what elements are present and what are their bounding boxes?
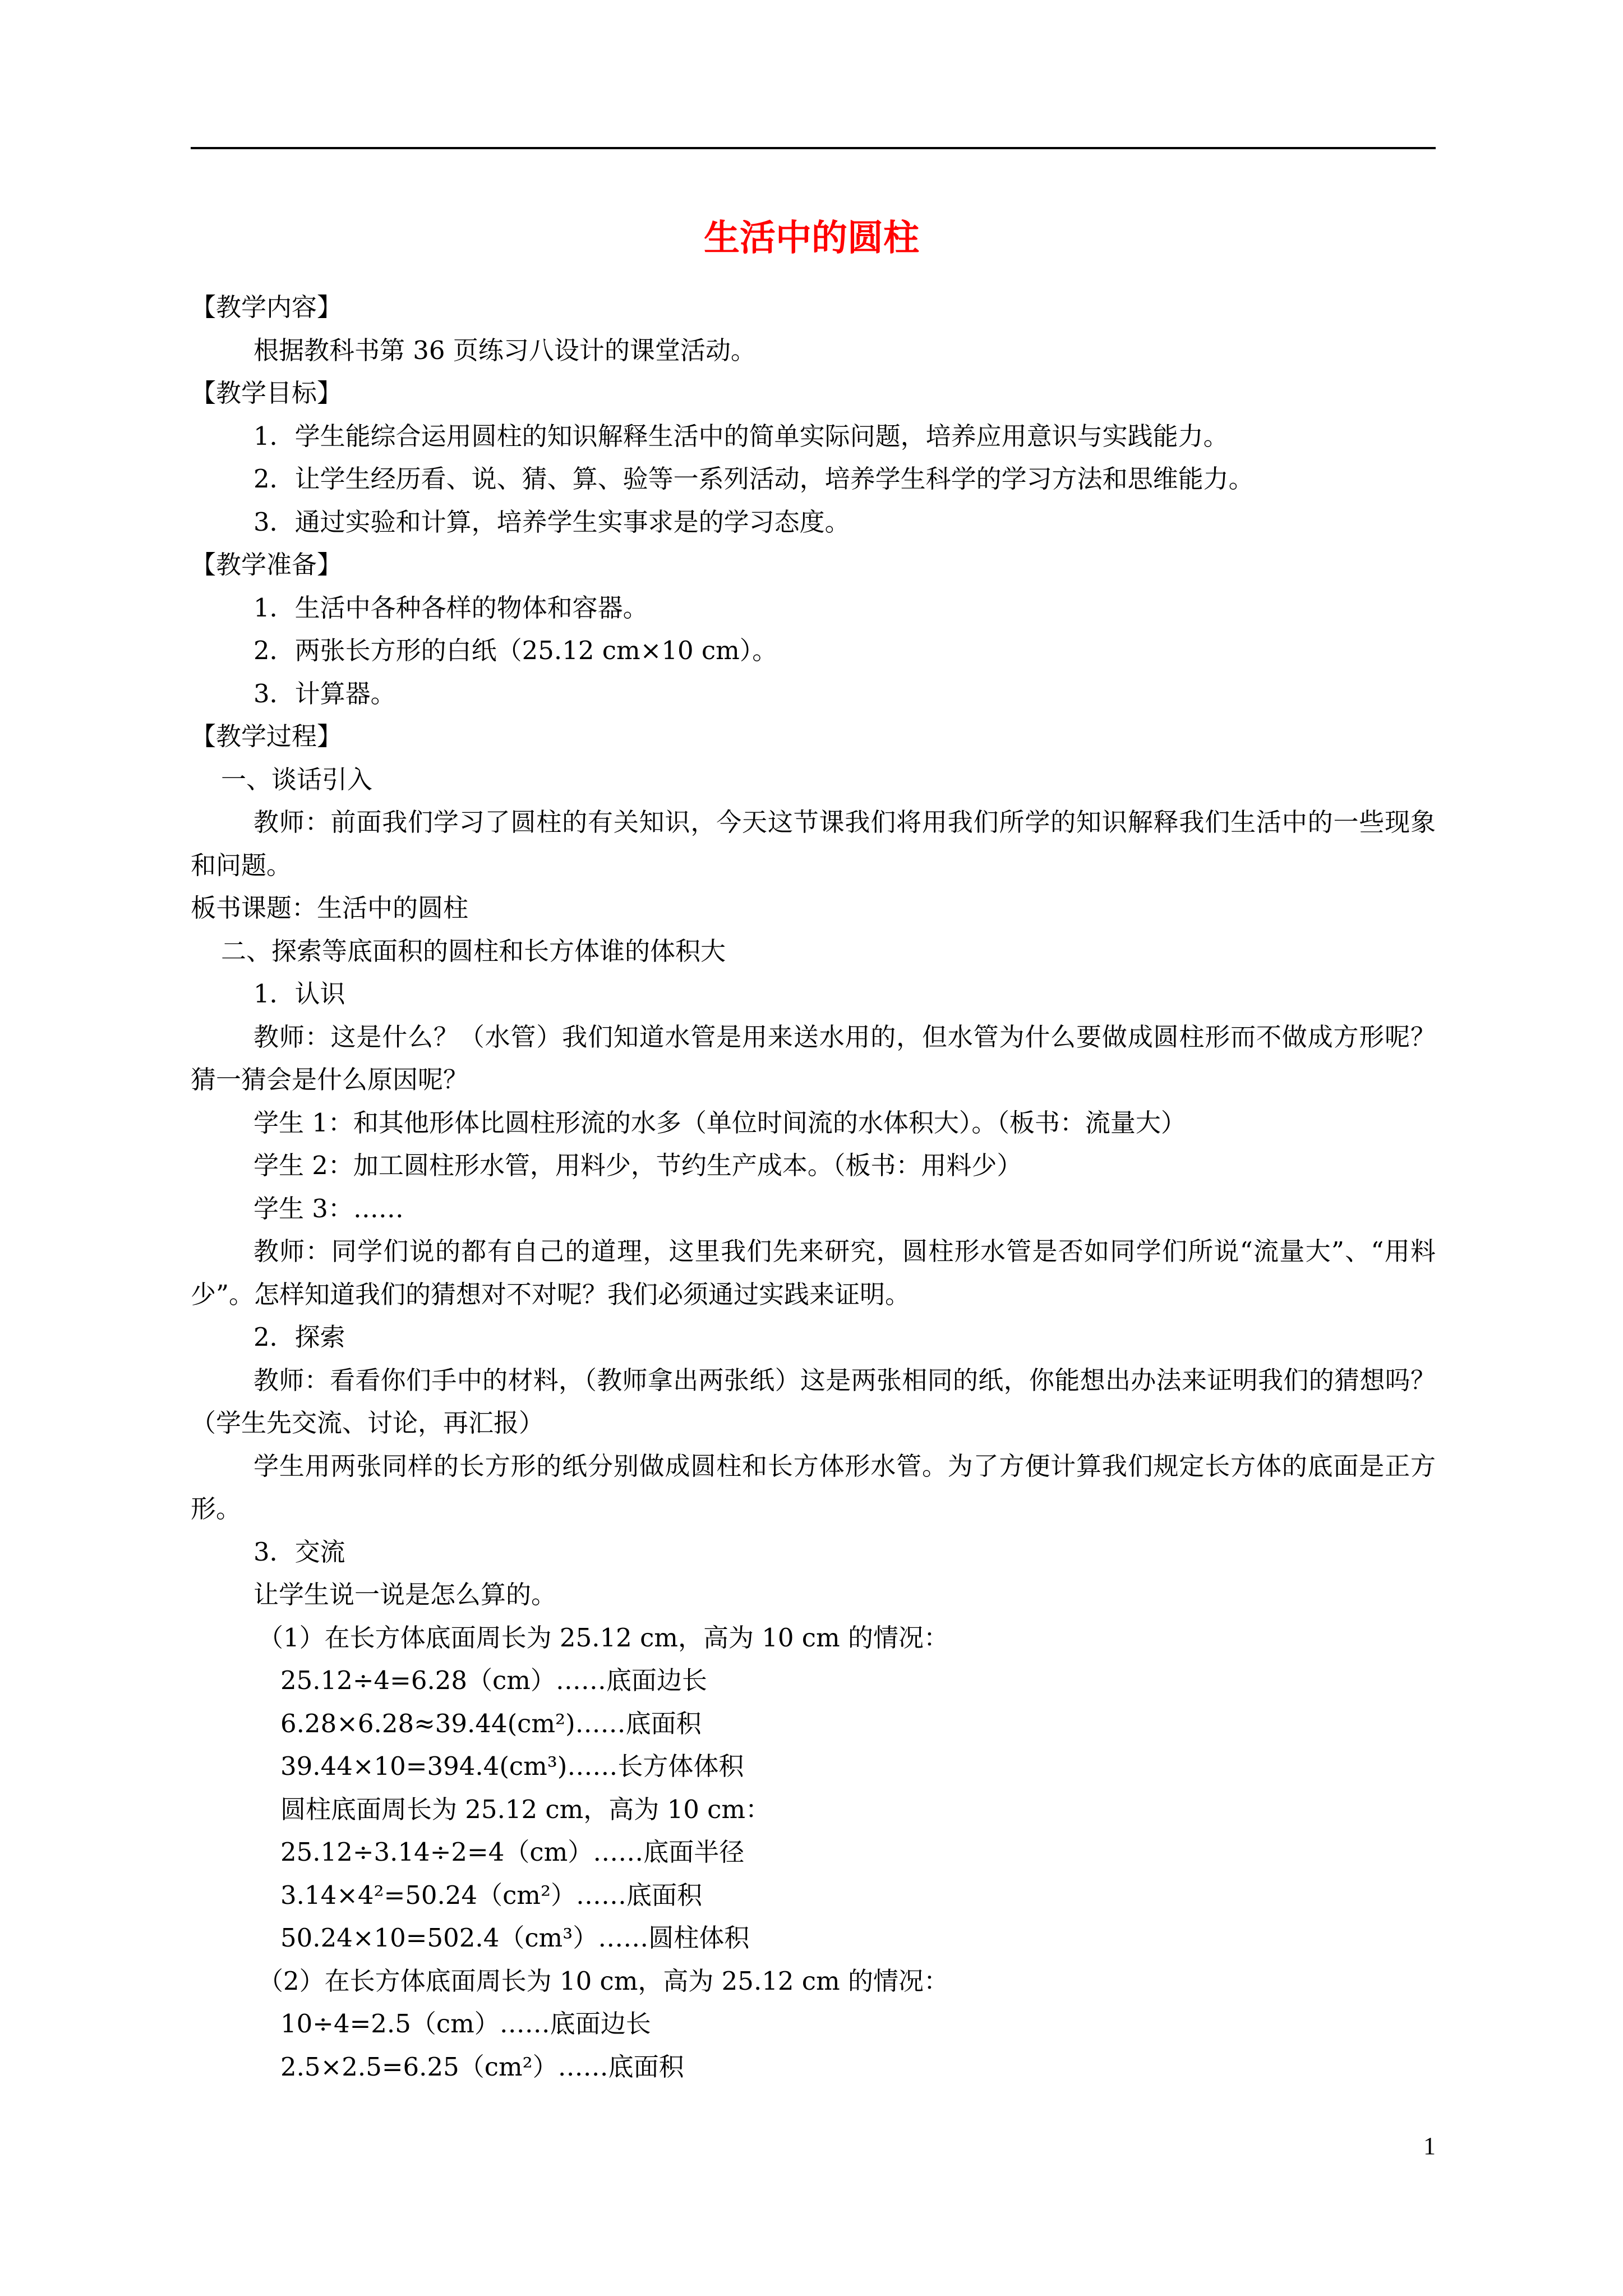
paragraph: 教师：同学们说的都有自己的道理，这里我们先来研究，圆柱形水管是否如同学们所说“流量大”、“用料少”。怎样知道我们的猜想对不对呢？我们必须通过实践来证明。 — [191, 1236, 1436, 1309]
subsection-heading: 一、谈话引入 — [221, 764, 373, 794]
list-item: 1．学生能综合运用圆柱的知识解释生活中的简单实际问题，培养应用意识与实践能力。 — [253, 421, 1229, 451]
calculation-line: 50.24×10=502.4（cm³）……圆柱体积 — [280, 1923, 750, 1953]
document-body — [191, 286, 1436, 2088]
paragraph: 学生用两张同样的长方形的纸分别做成圆柱和长方体形水管。为了方便计算我们规定长方体的底面是正方形。 — [191, 1451, 1436, 1524]
section-heading: 【教学内容】 — [191, 292, 343, 322]
step-heading: 2．探索 — [253, 1322, 345, 1352]
paragraph: 教师：这是什么？（水管）我们知道水管是用来送水用的，但水管为什么要做成圆柱形而不做成方形呢？猜一猜会是什么原因呢？ — [191, 1022, 1436, 1094]
calculation-line: 6.28×6.28≈39.44(cm²)……底面积 — [280, 1708, 702, 1738]
header-rule — [191, 147, 1436, 149]
list-item: 3．通过实验和计算，培养学生实事求是的学习态度。 — [253, 507, 850, 537]
calculation-line: 3.14×4²=50.24（cm²）……底面积 — [280, 1880, 703, 1910]
document-title: 生活中的圆柱 — [704, 217, 919, 259]
list-item: 3．计算器。 — [253, 678, 396, 708]
section-heading: 【教学准备】 — [191, 550, 343, 579]
step-heading: 1．认识 — [253, 979, 345, 1009]
calculation-line: 2.5×2.5=6.25（cm²）……底面积 — [280, 2051, 684, 2082]
calculation-line: 10÷4=2.5（cm）……底面边长 — [280, 2009, 651, 2039]
calculation-line: 39.44×10=394.4(cm³)……长方体体积 — [280, 1751, 744, 1781]
paragraph: 学生 3：…… — [253, 1193, 404, 1223]
calculation-line: 25.12÷3.14÷2=4（cm）……底面半径 — [280, 1837, 745, 1867]
subsection-heading: 二、探索等底面积的圆柱和长方体谁的体积大 — [221, 936, 726, 966]
paragraph: 学生 1：和其他形体比圆柱形流的水多（单位时间流的水体积大）。（板书：流量大） — [253, 1107, 1186, 1138]
page-number: 1 — [1423, 2132, 1436, 2160]
list-item: 2．两张长方形的白纸（25.12 cm×10 cm）。 — [253, 636, 778, 665]
calculation-line: 圆柱底面周长为 25.12 cm，高为 10 cm： — [280, 1794, 771, 1824]
calculation-line: 25.12÷4=6.28（cm）……底面边长 — [280, 1665, 707, 1695]
paragraph: 教师：看看你们手中的材料，（教师拿出两张纸）这是两张相同的纸，你能想出办法来证明我们的猜想吗？（学生先交流、讨论，再汇报） — [191, 1365, 1436, 1438]
paragraph: 根据教科书第 36 页练习八设计的课堂活动。 — [253, 335, 756, 365]
paragraph: 教师：前面我们学习了圆柱的有关知识，今天这节课我们将用我们所学的知识解释我们生活中的一些现象和问题。 — [191, 807, 1436, 880]
section-heading: 【教学过程】 — [191, 721, 343, 751]
case-heading: （2）在长方体底面周长为 10 cm，高为 25.12 cm 的情况： — [258, 1966, 949, 1996]
section-heading: 【教学目标】 — [191, 378, 343, 408]
case-heading: （1）在长方体底面周长为 25.12 cm，高为 10 cm 的情况： — [258, 1622, 949, 1653]
paragraph: 板书课题：生活中的圆柱 — [191, 893, 469, 923]
step-heading: 3．交流 — [253, 1536, 345, 1567]
paragraph: 学生 2：加工圆柱形水管，用料少，节约生产成本。（板书：用料少） — [253, 1151, 1022, 1180]
paragraph: 让学生说一说是怎么算的。 — [253, 1580, 557, 1609]
list-item: 1．生活中各种各样的物体和容器。 — [253, 592, 648, 623]
list-item: 2．让学生经历看、说、猜、算、验等一系列活动，培养学生科学的学习方法和思维能力。 — [253, 464, 1254, 494]
